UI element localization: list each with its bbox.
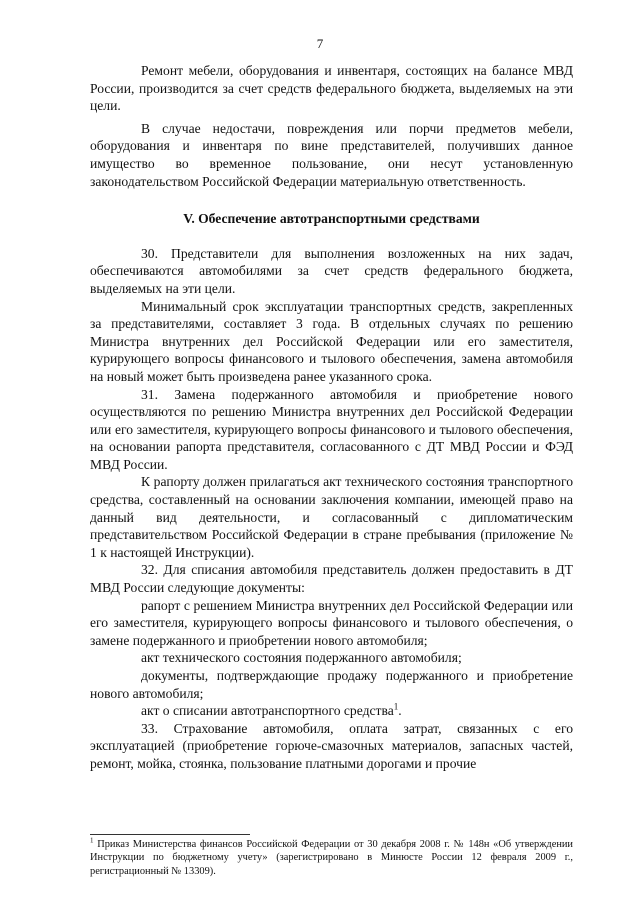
paragraph-31-report: К рапорту должен прилагаться акт технического состояния транспортного средства, составленный на основании заключения компании, имеющей право на данный вид деятельности, и согласованный с дипломатическим представительством Российской Федерации в стране пребывания (приложение № 1 к настоящей Инструкции). [90,474,573,560]
paragraph-31: 31. Замена подержанного автомобиля и приобретение нового осуществляются по решению Министра внутренних дел Российской Федерации или его заместителя, курирующего вопросы финансового и тылового обеспечения, на основании рапорта представителя, согласованного с ДТ МВД России и ФЭД МВД России. [90,386,573,472]
writeoff-act-text: акт о списании автотранспортного средства [141,703,394,719]
footnote-text: Приказ Министерства финансов Российской Федерации от 30 декабря 2008 г. № 148н «Об утверждении Инструкции по бюджетному учету» (зарегистрировано в Минюсте России 12 февраля 2009 г., регистрационный № 13309). [90,839,573,877]
paragraph-30-term: Минимальный срок эксплуатации транспортных средств, закрепленных за представителями, составляет 3 года. В отдельных случаях по решению Министра внутренних дел Российской Федерации или его заместителя, курирующего вопросы финансового и тылового обеспечения, замена автомобиля на новый может быть произведена ранее указанного срока. [90,298,573,384]
paragraph-furniture-repair: Ремонт мебели, оборудования и инвентаря, состоящих на балансе МВД России, производится за счет средств федерального бюджета, выделяемых на эти цели. [90,63,573,114]
section-heading: V. Обеспечение автотранспортными средствами [183,211,480,227]
footnote-reference[interactable]: 1 [393,701,399,712]
page-number: 7 [316,36,324,51]
list-item-tech-act: акт технического состояния подержанного автомобиля; [141,650,462,666]
page-body [90,62,573,773]
list-item-writeoff-act [90,702,573,720]
paragraph-liability: В случае недостачи, повреждения или порчи предметов мебели, оборудования и инвентаря по вине представителей, получивших данное имущество во временное пользование, они несут установленную законодательством Российской Федерации материальную ответственность. [90,120,573,189]
footnote-divider [90,834,250,835]
list-item-documents: документы, подтверждающие продажу подержанного и приобретение нового автомобиля; [90,668,573,701]
footnote [90,838,573,878]
list-item-report: рапорт с решением Министра внутренних дел Российской Федерации или его заместителя, курирующего вопросы финансового и тылового обеспечения, о замене подержанного и приобретении нового автомобиля; [90,597,573,648]
paragraph-30: 30. Представители для выполнения возложенных на них задач, обеспечиваются автомобилями за счет средств федерального бюджета, выделяемых на эти цели. [90,245,573,296]
paragraph-33: 33. Страхование автомобиля, оплата затрат, связанных с его эксплуатацией (приобретение горюче-смазочных материалов, запасных частей, ремонт, мойка, стоянка, пользование платными дорогами и прочие [90,720,573,771]
writeoff-act-end: . [398,703,402,719]
footnote-marker: 1 [90,836,94,845]
paragraph-32: 32. Для списания автомобиля представитель должен предоставить в ДТ МВД России следующие документы: [90,562,573,596]
